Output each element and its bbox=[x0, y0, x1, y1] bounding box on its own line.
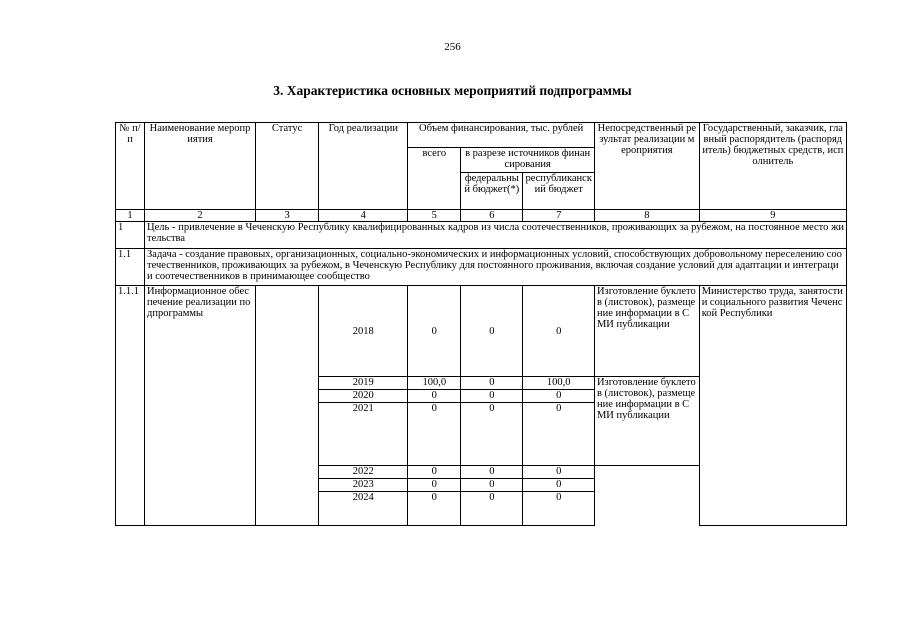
total-cell: 0 bbox=[408, 286, 461, 377]
table-row bbox=[116, 286, 847, 377]
year-cell: 2022 bbox=[319, 466, 408, 479]
federal-cell: 0 bbox=[461, 390, 523, 403]
activity-num: 1.1.1 bbox=[116, 286, 145, 526]
goal-text: Цель - привлечение в Чеченскую Республику квалифицированных кадров из числа соотечественников, проживающих за рубежом, на постоянное место жительства bbox=[145, 222, 847, 249]
activity-name: Информационное обеспечение реализации подпрограммы bbox=[145, 286, 256, 526]
federal-cell: 0 bbox=[461, 286, 523, 377]
header-name: Наименование мероприятия bbox=[145, 123, 256, 210]
federal-cell: 0 bbox=[461, 479, 523, 492]
header-by-source: в разрезе источников финансирования bbox=[461, 148, 595, 173]
year-cell: 2019 bbox=[319, 377, 408, 390]
federal-cell: 0 bbox=[461, 377, 523, 390]
header-customer: Государственный, заказчик, главный распорядитель (распорядитель) бюджетных средств, исполнитель bbox=[699, 123, 846, 210]
republic-cell: 0 bbox=[523, 286, 595, 377]
year-cell: 2020 bbox=[319, 390, 408, 403]
page-number: 256 bbox=[444, 41, 461, 53]
activity-status bbox=[255, 286, 318, 526]
col-number: 1 bbox=[116, 210, 145, 222]
task-text: Задача - создание правовых, организационных, социально-экономических и информационных условий, способствующих добровольному переселению соотечественников, проживающих за рубежом, в Чеченскую Республику для постоянного проживания, включая создание условий для адаптации и интеграции соотечественников в принимающее сообщество bbox=[145, 249, 847, 286]
header-status: Статус bbox=[255, 123, 318, 210]
activities-table bbox=[115, 122, 847, 526]
col-number: 9 bbox=[699, 210, 846, 222]
federal-cell: 0 bbox=[461, 466, 523, 479]
total-cell: 0 bbox=[408, 492, 461, 526]
year-cell: 2018 bbox=[319, 286, 408, 377]
republic-cell: 0 bbox=[523, 390, 595, 403]
total-cell: 0 bbox=[408, 403, 461, 466]
col-number: 5 bbox=[408, 210, 461, 222]
header-year: Год реализации bbox=[319, 123, 408, 210]
republic-cell: 0 bbox=[523, 492, 595, 526]
column-numbers-row bbox=[116, 210, 847, 222]
federal-cell: 0 bbox=[461, 492, 523, 526]
year-cell: 2023 bbox=[319, 479, 408, 492]
col-number: 8 bbox=[594, 210, 699, 222]
header-funding: Объем финансирования, тыс. рублей bbox=[408, 123, 595, 148]
header-federal: федеральный бюджет(*) bbox=[461, 173, 523, 210]
task-num: 1.1 bbox=[116, 249, 145, 286]
col-number: 3 bbox=[255, 210, 318, 222]
col-number: 4 bbox=[319, 210, 408, 222]
federal-cell: 0 bbox=[461, 403, 523, 466]
year-cell: 2024 bbox=[319, 492, 408, 526]
total-cell: 100,0 bbox=[408, 377, 461, 390]
header-row bbox=[116, 123, 847, 148]
col-number: 7 bbox=[523, 210, 595, 222]
header-num: № п/п bbox=[116, 123, 145, 210]
col-number: 6 bbox=[461, 210, 523, 222]
section-title: 3. Характеристика основных мероприятий подпрограммы bbox=[273, 83, 632, 98]
result-cell-empty bbox=[594, 466, 699, 526]
header-republic: республиканский бюджет bbox=[523, 173, 595, 210]
republic-cell: 100,0 bbox=[523, 377, 595, 390]
task-row bbox=[116, 249, 847, 286]
total-cell: 0 bbox=[408, 466, 461, 479]
goal-row bbox=[116, 222, 847, 249]
header-result: Непосредственный результат реализации мероприятия bbox=[594, 123, 699, 210]
result-cell: Изготовление буклетов (листовок), размещение информации в СМИ публикации bbox=[594, 377, 699, 466]
republic-cell: 0 bbox=[523, 403, 595, 466]
republic-cell: 0 bbox=[523, 479, 595, 492]
total-cell: 0 bbox=[408, 390, 461, 403]
col-number: 2 bbox=[145, 210, 256, 222]
customer-cell: Министерство труда, занятости и социального развития Чеченской Республики bbox=[699, 286, 846, 526]
republic-cell: 0 bbox=[523, 466, 595, 479]
result-cell: Изготовление буклетов (листовок), размещение информации в СМИ публикации bbox=[594, 286, 699, 377]
year-cell: 2021 bbox=[319, 403, 408, 466]
goal-num: 1 bbox=[116, 222, 145, 249]
header-total: всего bbox=[408, 148, 461, 210]
total-cell: 0 bbox=[408, 479, 461, 492]
